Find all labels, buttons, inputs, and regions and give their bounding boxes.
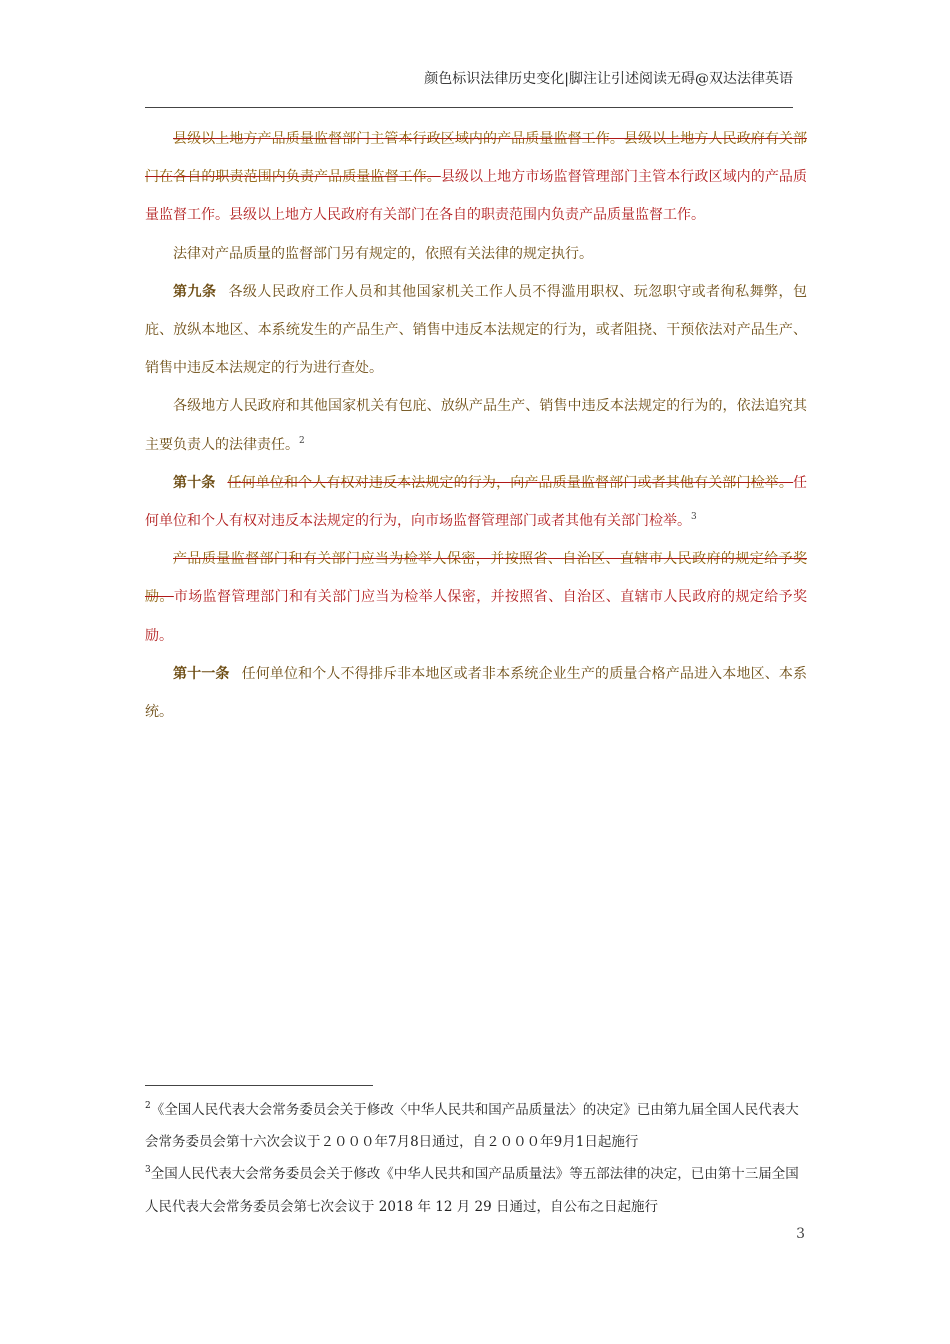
footnote-2 [145, 1094, 807, 1158]
paragraph-text: 各级地方人民政府和其他国家机关有包庇、放纵产品生产、销售中违反本法规定的行为的，依法追究其主要负责人的法律责任。 [145, 398, 807, 453]
footnote-text: 全国人民代表大会常务委员会关于修改《中华人民共和国产品质量法》等五部法律的决定，已由第十三届全国人民代表大会常务委员会第七次会议于 2018 年 12 月 29 日通过，自公布之日起施行 [145, 1166, 799, 1215]
added-text: 县级以上地方市场监督管理部门主管本行政区域内的产品质量监督工作。县级以上地方人民政府有关部门在各自的职责范围内负责产品质量监督工作。 [145, 169, 808, 224]
article-label: 第十一条 [173, 665, 230, 682]
footnote-divider [145, 1085, 373, 1086]
added-text: 市场监督管理部门和有关部门应当为检举人保密，并按照省、自治区、直辖市人民政府的规定给予奖励。 [145, 589, 808, 644]
page-number: 3 [796, 1226, 805, 1242]
paragraph-text: 法律对产品质量的监督部门另有规定的，依照有关法律的规定执行。 [173, 245, 593, 262]
footnotes [145, 1094, 807, 1223]
deleted-text: 产品质量监督部门和有关部门应当为检举人保密，并按照省、自治区、直辖市人民政府的规定给予奖励。 [145, 551, 807, 606]
article-text: 任何单位和个人不得排斥非本地区或者非本系统企业生产的质量合格产品进入本地区、本系统。 [145, 665, 808, 721]
paragraph-whistleblower-protection [145, 540, 807, 655]
deleted-text: 任何单位和个人有权对违反本法规定的行为，向产品质量监督部门或者其他有关部门检举。 [227, 474, 794, 491]
article-11 [145, 655, 807, 731]
footnote-marker: 3 [145, 1165, 151, 1176]
header-title: 颜色标识法律历史变化|脚注让引述阅读无碍@双达法律英语 [424, 71, 793, 87]
footnote-marker: 2 [145, 1101, 151, 1111]
footnote-3 [145, 1158, 807, 1222]
document-body [145, 120, 807, 731]
paragraph-liability [145, 387, 807, 463]
deleted-text: 县级以上地方产品质量监督部门主管本行政区域内的产品质量监督工作。县级以上地方人民政府有关部门在各自的职责范围内负责产品质量监督工作。 [145, 131, 807, 186]
article-label: 第九条 [173, 283, 217, 300]
footnote-reference[interactable]: 3 [691, 512, 697, 523]
added-text: 任何单位和个人有权对违反本法规定的行为，向市场监督管理部门或者其他有关部门检举。 [145, 474, 808, 530]
footnote-text: 《全国人民代表大会常务委员会关于修改〈中华人民共和国产品质量法〉的决定》已由第九届全国人民代表大会常务委员会第十六次会议于２０００年7月8日通过，自２０００年9月1日起施行 [145, 1102, 799, 1151]
paragraph-other-laws [145, 235, 807, 273]
footnote-reference[interactable]: 2 [299, 435, 305, 446]
article-label: 第十条 [173, 474, 216, 491]
paragraph-supervision-authority [145, 120, 807, 235]
article-9 [145, 273, 807, 388]
header-divider [145, 107, 793, 108]
article-10 [145, 464, 807, 540]
article-text: 各级人民政府工作人员和其他国家机关工作人员不得滥用职权、玩忽职守或者徇私舞弊，包庇、放纵本地区、本系统发生的产品生产、销售中违反本法规定的行为，或者阻挠、干预依法对产品生产、销售中违反本法规定的行为进行查处。 [145, 283, 808, 377]
